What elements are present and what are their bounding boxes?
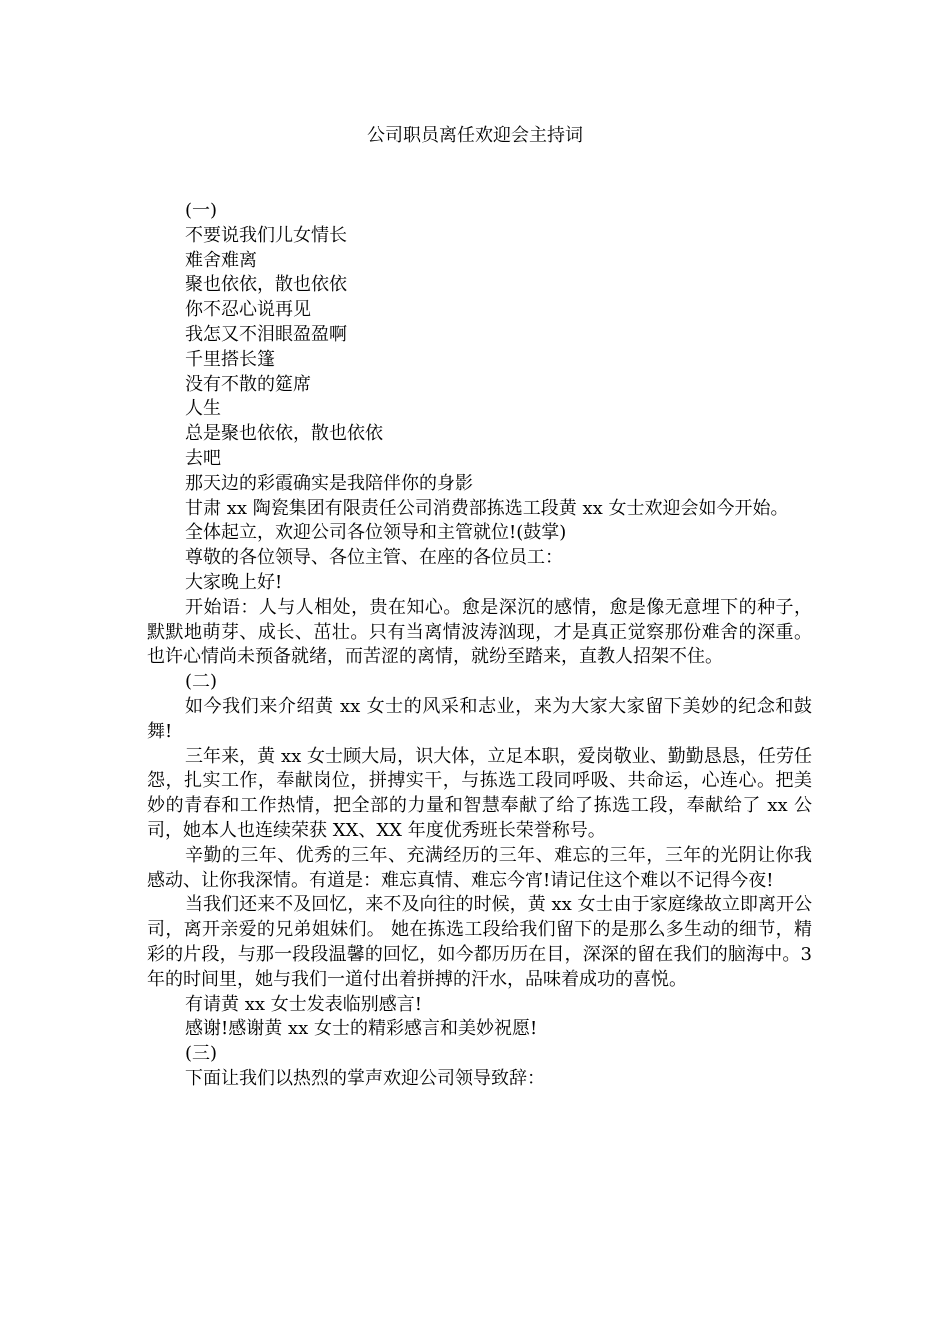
poem-line: 去吧: [185, 447, 221, 469]
body-paragraph: 当我们还来不及回忆，来不及向往的时候，黄 xx 女士由于家庭缘故立即离开公司，离开亲爱的兄弟姐妹们。 她在拣选工段给我们留下的是那么多生动的细节，精彩的片段，与那一段段温馨的回忆，如今都历历在目，深深的留在我们的脑海中。3 年的时间里，她与我们一道付出着拼搏的汗水，品味着成功的喜悦。: [147, 894, 812, 990]
document-body: [147, 199, 812, 1092]
body-paragraph: 下面让我们以热烈的掌声欢迎公司领导致辞：: [185, 1067, 545, 1089]
poem-line: 不要说我们儿女情长: [185, 224, 347, 246]
body-paragraph: 开始语：人与人相处，贵在知心。愈是深沉的感情，愈是像无意埋下的种子，默默地萌芽、成长、茁壮。只有当离情波涛汹现，才是真正觉察那份难舍的深重。也许心情尚未预备就绪，而苦涩的离情，就纷至踏来，直教人招架不住。: [147, 596, 812, 668]
poem-line: 难舍难离: [185, 249, 257, 271]
body-paragraph: 辛勤的三年、优秀的三年、充满经历的三年、难忘的三年，三年的光阴让你我感动、让你我深情。有道是：难忘真情、难忘今宵!请记住这个难以不记得今夜!: [147, 844, 812, 891]
section-marker-3: (三): [185, 1043, 218, 1065]
body-paragraph: 全体起立，欢迎公司各位领导和主管就位!(鼓掌): [185, 522, 567, 544]
poem-line: 那天边的彩霞确实是我陪伴你的身影: [185, 472, 473, 494]
body-paragraph: 甘肃 xx 陶瓷集团有限责任公司消费部拣选工段黄 xx 女士欢迎会如今开始。: [185, 497, 789, 519]
body-paragraph: 如今我们来介绍黄 xx 女士的风采和志业，来为大家大家留下美妙的纪念和鼓舞!: [147, 695, 812, 742]
body-paragraph: 感谢!感谢黄 xx 女士的精彩感言和美妙祝愿!: [185, 1018, 538, 1040]
document-title: 公司职员离任欢迎会主持词: [367, 125, 583, 146]
section-marker-2: (二): [185, 671, 218, 693]
section-marker-1: (一): [185, 200, 218, 221]
body-paragraph: 尊敬的各位领导、各位主管、在座的各位员工：: [185, 547, 563, 569]
poem-line: 聚也依依，散也依依: [185, 274, 347, 296]
body-paragraph: 大家晚上好!: [185, 571, 283, 593]
poem-line: 没有不散的筵席: [185, 373, 311, 395]
poem-line: 我怎又不泪眼盈盈啊: [185, 323, 347, 345]
body-paragraph: 三年来，黄 xx 女士顾大局，识大体，立足本职，爱岗敬业、勤勤恳恳，任劳任怨，扎实工作，奉献岗位，拼搏实干，与拣选工段同呼吸、共命运，心连心。把美妙的青春和工作热情，把全部的力量和智慧奉献了给了拣选工段，奉献给了 xx 公司，她本人也连续荣获 XX、XX 年度优秀班长荣誉称号。: [147, 745, 812, 841]
poem-line: 人生: [185, 398, 221, 420]
body-paragraph: 有请黄 xx 女士发表临别感言!: [185, 993, 422, 1015]
poem-line: 你不忍心说再见: [185, 299, 311, 321]
poem-line: 千里搭长篷: [185, 348, 275, 370]
poem-line: 总是聚也依依，散也依依: [185, 423, 383, 445]
